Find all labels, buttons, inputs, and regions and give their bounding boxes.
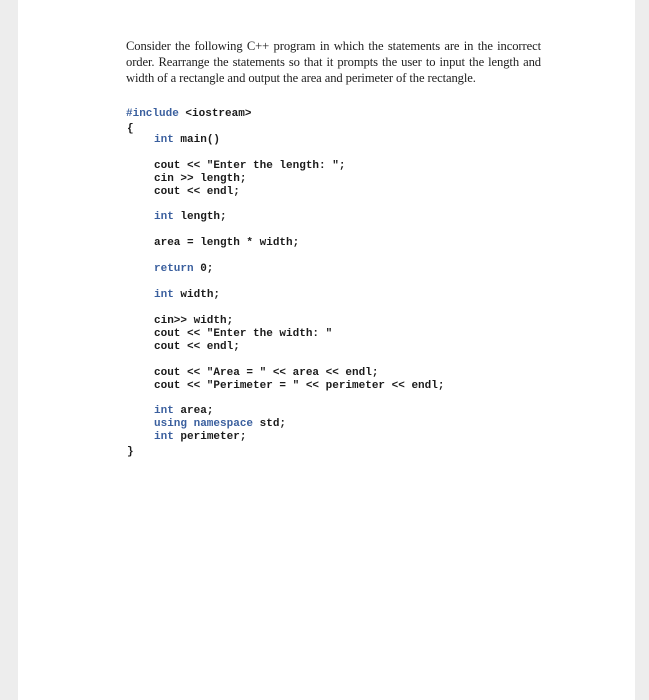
output-block — [154, 367, 444, 393]
code-line: cout << "Enter the length: "; — [154, 160, 346, 172]
declaration-name: length; — [173, 211, 227, 223]
declaration-name: perimeter; — [173, 431, 247, 443]
code-line: cout << endl; — [154, 186, 240, 198]
include-directive: #include — [126, 108, 179, 120]
area-assignment: area = length * width; — [154, 237, 300, 249]
code-line: cin >> length; — [154, 173, 247, 185]
length-prompt-block — [154, 160, 345, 199]
width-declaration — [154, 289, 220, 302]
declarations-block — [154, 405, 286, 444]
length-declaration — [154, 211, 227, 224]
code-line: cout << endl; — [154, 341, 240, 353]
include-line — [126, 108, 251, 121]
perimeter-declaration — [154, 431, 286, 444]
close-brace: } — [127, 446, 134, 458]
main-keyword: int — [154, 134, 174, 146]
declaration-name: width; — [173, 289, 221, 301]
using-keyword: using namespace — [154, 418, 254, 430]
using-statement — [154, 418, 286, 431]
open-brace: { — [127, 123, 134, 135]
code-line: cout << "Area = " << area << endl; — [154, 367, 379, 379]
type-keyword: int — [154, 431, 174, 443]
type-keyword: int — [154, 211, 174, 223]
code-line: cin>> width; — [154, 315, 234, 327]
declaration-name: area; — [173, 405, 214, 417]
return-value: 0; — [193, 263, 214, 275]
area-declaration — [154, 405, 286, 418]
type-keyword: int — [154, 289, 174, 301]
main-signature: main() — [173, 134, 221, 146]
namespace-name: std; — [253, 418, 287, 430]
width-prompt-block — [154, 315, 332, 354]
question-text: Consider the following C++ program in which the statements are in the incorrect order. Rearrange the statements so that it prompts the user to input the length and width of a rectangle and output the area and perimeter of the rectangle. — [126, 39, 541, 85]
return-keyword: return — [154, 263, 194, 275]
type-keyword: int — [154, 405, 174, 417]
code-line: cout << "Perimeter = " << perimeter << endl; — [154, 380, 445, 392]
return-statement — [154, 263, 213, 276]
main-line — [154, 134, 220, 147]
code-line: cout << "Enter the width: " — [154, 328, 333, 340]
include-header: <iostream> — [178, 108, 252, 120]
